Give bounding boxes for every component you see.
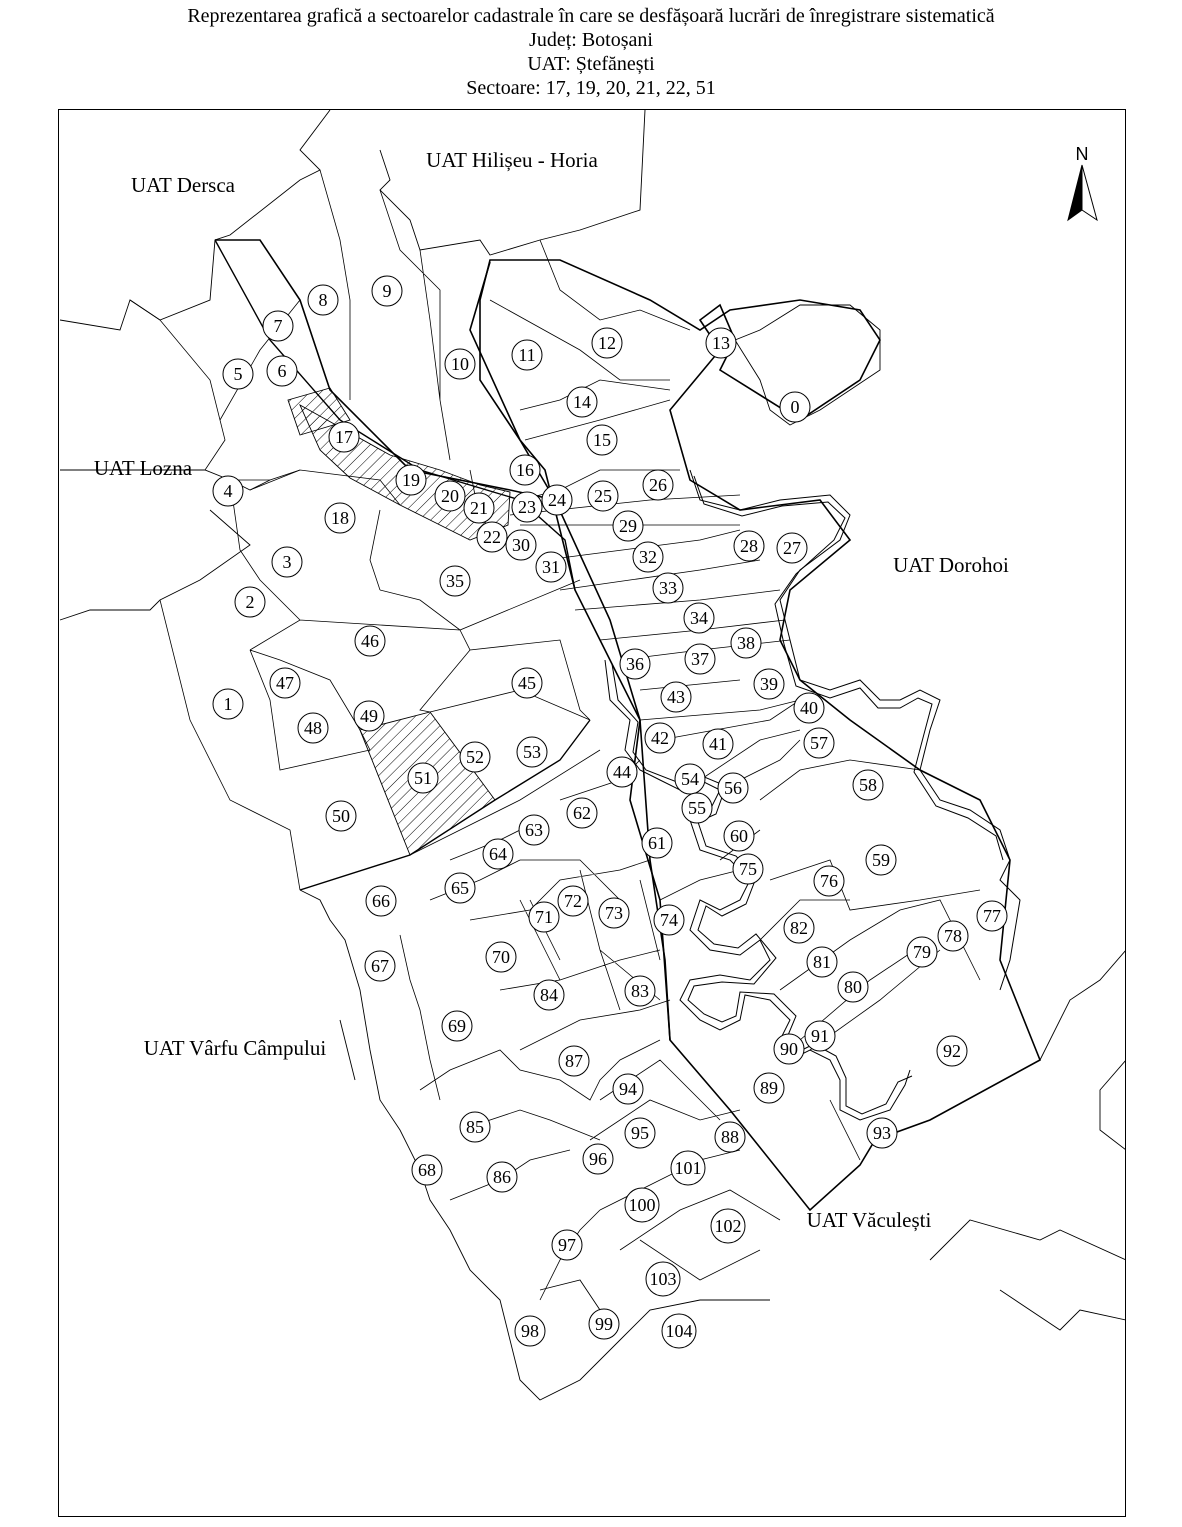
sector-number: 95	[631, 1123, 649, 1143]
sector-92	[937, 1036, 967, 1066]
sector-number: 51	[414, 768, 432, 788]
sector-8	[308, 285, 338, 315]
sector-5	[223, 359, 253, 389]
sector-63	[519, 815, 549, 845]
sector-number: 64	[489, 844, 507, 864]
sector-3	[272, 547, 302, 577]
sector-64	[483, 839, 513, 869]
sector-number: 75	[739, 859, 757, 879]
sector-11	[512, 340, 542, 370]
sector-number: 104	[665, 1321, 693, 1341]
sector-number: 65	[451, 878, 469, 898]
sector-number: 17	[335, 427, 353, 447]
sector-number: 25	[594, 486, 612, 506]
sector-17	[329, 422, 359, 452]
sector-36	[620, 649, 650, 679]
sector-38	[731, 628, 761, 658]
sector-number: 9	[382, 281, 392, 301]
neighbor-label-dersca: UAT Dersca	[131, 173, 235, 197]
sector-85	[460, 1112, 490, 1142]
sector-number: 76	[820, 871, 838, 891]
sector-number: 61	[648, 833, 666, 853]
sector-89	[754, 1073, 784, 1103]
sector-number: 69	[448, 1016, 466, 1036]
sector-74	[654, 905, 684, 935]
sector-number: 59	[872, 850, 890, 870]
sector-number: 99	[595, 1314, 613, 1334]
sector-number: 30	[512, 535, 530, 555]
sector-number: 13	[712, 333, 730, 353]
sector-number: 100	[628, 1195, 656, 1215]
sector-number: 29	[619, 516, 637, 536]
sector-number: 83	[631, 981, 649, 1001]
sector-number: 93	[873, 1123, 891, 1143]
sector-number: 14	[573, 392, 591, 412]
sector-88	[715, 1122, 745, 1152]
map-title: Reprezentarea grafică a sectoarelor cadastrale în care se desfășoară lucrări de înregistrare sistematică	[187, 5, 995, 27]
sector-number: 12	[598, 333, 616, 353]
sector-99	[589, 1309, 619, 1339]
sector-number: 103	[649, 1269, 677, 1289]
sector-number: 54	[681, 769, 699, 789]
sector-number: 5	[233, 364, 243, 384]
sector-number: 42	[651, 728, 669, 748]
sector-101	[671, 1151, 705, 1185]
sector-number: 19	[402, 470, 420, 490]
sector-number: 36	[626, 654, 644, 674]
sector-number: 34	[690, 608, 708, 628]
sector-41	[703, 729, 733, 759]
sector-25	[588, 481, 618, 511]
sector-number: 98	[521, 1321, 539, 1341]
sector-72	[558, 886, 588, 916]
sector-43	[661, 682, 691, 712]
sector-number: 37	[691, 649, 709, 669]
sector-number: 45	[518, 673, 536, 693]
sector-84	[534, 980, 564, 1010]
sector-76	[814, 866, 844, 896]
sector-21	[464, 493, 494, 523]
sector-33	[653, 573, 683, 603]
sector-82	[784, 913, 814, 943]
county-line: Județ: Botoșani	[529, 29, 653, 51]
sector-number: 97	[558, 1235, 576, 1255]
sector-90	[774, 1034, 804, 1064]
sector-number: 8	[318, 290, 328, 310]
sector-60	[724, 821, 754, 851]
sector-number: 96	[589, 1149, 607, 1169]
sector-32	[633, 542, 663, 572]
sector-number: 58	[859, 775, 877, 795]
sector-number: 6	[277, 361, 287, 381]
sector-83	[625, 976, 655, 1006]
sector-number: 16	[516, 460, 534, 480]
sector-13	[706, 328, 736, 358]
sector-12	[592, 328, 622, 358]
sector-57	[804, 728, 834, 758]
sector-number: 15	[593, 430, 611, 450]
sector-number: 62	[573, 803, 591, 823]
sector-number: 3	[282, 552, 292, 572]
sector-56	[718, 773, 748, 803]
sector-54	[675, 764, 705, 794]
sector-number: 22	[483, 527, 501, 547]
sector-number: 66	[372, 891, 390, 911]
sector-number: 24	[548, 490, 566, 510]
sector-61	[642, 828, 672, 858]
sector-number: 79	[913, 942, 931, 962]
sector-49	[354, 701, 384, 731]
sector-number: 40	[800, 698, 818, 718]
sector-18	[325, 503, 355, 533]
neighbor-label-vaculesti: UAT Văculești	[806, 1208, 932, 1232]
sector-45	[512, 668, 542, 698]
sector-number: 85	[466, 1117, 484, 1137]
sector-58	[853, 770, 883, 800]
sector-79	[907, 937, 937, 967]
sector-number: 70	[492, 947, 510, 967]
sector-81	[807, 947, 837, 977]
sector-14	[567, 387, 597, 417]
sector-26	[643, 470, 673, 500]
sector-65	[445, 873, 475, 903]
sector-number: 50	[332, 806, 350, 826]
sector-19	[396, 465, 426, 495]
sector-70	[486, 942, 516, 972]
sector-number: 49	[360, 706, 378, 726]
sector-103	[646, 1262, 680, 1296]
sector-number: 91	[811, 1026, 829, 1046]
sector-number: 92	[943, 1041, 961, 1061]
sector-4	[213, 476, 243, 506]
sector-31	[536, 552, 566, 582]
sector-87	[559, 1046, 589, 1076]
sector-71	[529, 902, 559, 932]
neighbor-label-dorohoi: UAT Dorohoi	[893, 553, 1009, 577]
sector-number: 47	[276, 673, 294, 693]
sector-9	[372, 276, 402, 306]
sector-91	[805, 1021, 835, 1051]
sector-number: 86	[493, 1167, 511, 1187]
sector-number: 10	[451, 354, 469, 374]
uat-boundary	[215, 240, 1040, 1210]
sector-number: 46	[361, 631, 379, 651]
sector-labels	[213, 276, 1007, 1348]
sector-100	[625, 1188, 659, 1222]
sector-102	[711, 1209, 745, 1243]
sector-30	[506, 530, 536, 560]
sector-66	[366, 886, 396, 916]
sector-16	[510, 455, 540, 485]
sector-24	[542, 485, 572, 515]
sector-number: 102	[714, 1216, 742, 1236]
sector-77	[977, 901, 1007, 931]
sector-15	[587, 425, 617, 455]
sector-number: 72	[564, 891, 582, 911]
sector-number: 73	[605, 903, 623, 923]
sector-number: 89	[760, 1078, 778, 1098]
sectors-line: Sectoare: 17, 19, 20, 21, 22, 51	[466, 77, 716, 99]
sector-number: 11	[518, 345, 536, 365]
sector-37	[685, 644, 715, 674]
sector-number: 74	[660, 910, 678, 930]
sector-number: 57	[810, 733, 828, 753]
sector-6	[267, 356, 297, 386]
sector-number: 39	[760, 674, 778, 694]
sector-number: 81	[813, 952, 831, 972]
sector-80	[838, 972, 868, 1002]
sector-number: 7	[273, 316, 283, 336]
sector-7	[263, 311, 293, 341]
sector-34	[684, 603, 714, 633]
sector-number: 60	[730, 826, 748, 846]
sector-number: 4	[223, 481, 233, 501]
sector-0	[780, 392, 810, 422]
sector-96	[583, 1144, 613, 1174]
sector-number: 82	[790, 918, 808, 938]
sector-number: 55	[688, 798, 706, 818]
sector-50	[326, 801, 356, 831]
sector-number: 41	[709, 734, 727, 754]
sector-number: 56	[724, 778, 742, 798]
sector-number: 0	[790, 397, 800, 417]
sector-75	[733, 854, 763, 884]
sector-104	[662, 1314, 696, 1348]
sector-number: 80	[844, 977, 862, 997]
sector-97	[552, 1230, 582, 1260]
sector-23	[512, 492, 542, 522]
sector-22	[477, 522, 507, 552]
sector-46	[355, 626, 385, 656]
sector-number: 43	[667, 687, 685, 707]
uat-line: UAT: Ștefănești	[527, 53, 655, 75]
sector-1	[213, 689, 243, 719]
sector-78	[938, 921, 968, 951]
sector-95	[625, 1118, 655, 1148]
sector-2	[235, 587, 265, 617]
sector-10	[445, 349, 475, 379]
neighbor-label-varfu-campului: UAT Vârfu Câmpului	[143, 1036, 327, 1060]
sector-number: 71	[535, 907, 553, 927]
east-boundaries	[930, 950, 1126, 1330]
sector-number: 23	[518, 497, 536, 517]
sector-number: 78	[944, 926, 962, 946]
sector-68	[412, 1155, 442, 1185]
sector-35	[440, 566, 470, 596]
north-arrow-icon	[1068, 144, 1097, 220]
sector-44	[607, 757, 637, 787]
sector-number: 90	[780, 1039, 798, 1059]
neighbor-label-hiliseu: UAT Hilișeu - Horia	[426, 148, 598, 172]
sector-59	[866, 845, 896, 875]
parcel-lines	[130, 170, 980, 1300]
sector-number: 21	[470, 498, 488, 518]
sector-86	[487, 1162, 517, 1192]
sector-number: 94	[619, 1079, 637, 1099]
sector-number: 88	[721, 1127, 739, 1147]
sector-number: 2	[245, 592, 255, 612]
sector-29	[613, 511, 643, 541]
sector-47	[270, 668, 300, 698]
sector-number: 48	[304, 718, 322, 738]
sector-48	[298, 713, 328, 743]
sector-94	[613, 1074, 643, 1104]
sector-69	[442, 1011, 472, 1041]
sector-73	[599, 898, 629, 928]
sector-52	[460, 742, 490, 772]
sector-number: 38	[737, 633, 755, 653]
sector-20	[435, 481, 465, 511]
sector-39	[754, 669, 784, 699]
sector-98	[515, 1316, 545, 1346]
sector-number: 27	[783, 538, 801, 558]
sector-51	[408, 763, 438, 793]
sector-number: 33	[659, 578, 677, 598]
sector-number: 26	[649, 475, 667, 495]
sector-42	[645, 723, 675, 753]
sector-40	[794, 693, 824, 723]
sector-number: 53	[523, 742, 541, 762]
sector-number: 35	[446, 571, 464, 591]
sector-93	[867, 1118, 897, 1148]
sector-number: 31	[542, 557, 560, 577]
sector-number: 63	[525, 820, 543, 840]
sector-number: 84	[540, 985, 558, 1005]
neighbor-label-lozna: UAT Lozna	[93, 456, 193, 480]
sector-number: 18	[331, 508, 349, 528]
sector-number: 20	[441, 486, 459, 506]
sector-27	[777, 533, 807, 563]
sector-number: 87	[565, 1051, 583, 1071]
sector-number: 67	[371, 956, 389, 976]
sector-number: 32	[639, 547, 657, 567]
sector-number: 77	[983, 906, 1001, 926]
sector-53	[517, 737, 547, 767]
sector-28	[734, 531, 764, 561]
north-label: N	[1075, 144, 1089, 164]
sector-number: 101	[674, 1158, 702, 1178]
sector-number: 68	[418, 1160, 436, 1180]
sector-number: 44	[613, 762, 631, 782]
sector-number: 28	[740, 536, 758, 556]
sector-number: 1	[223, 694, 233, 714]
sector-67	[365, 951, 395, 981]
sector-62	[567, 798, 597, 828]
sector-number: 52	[466, 747, 484, 767]
sector-55	[682, 793, 712, 823]
